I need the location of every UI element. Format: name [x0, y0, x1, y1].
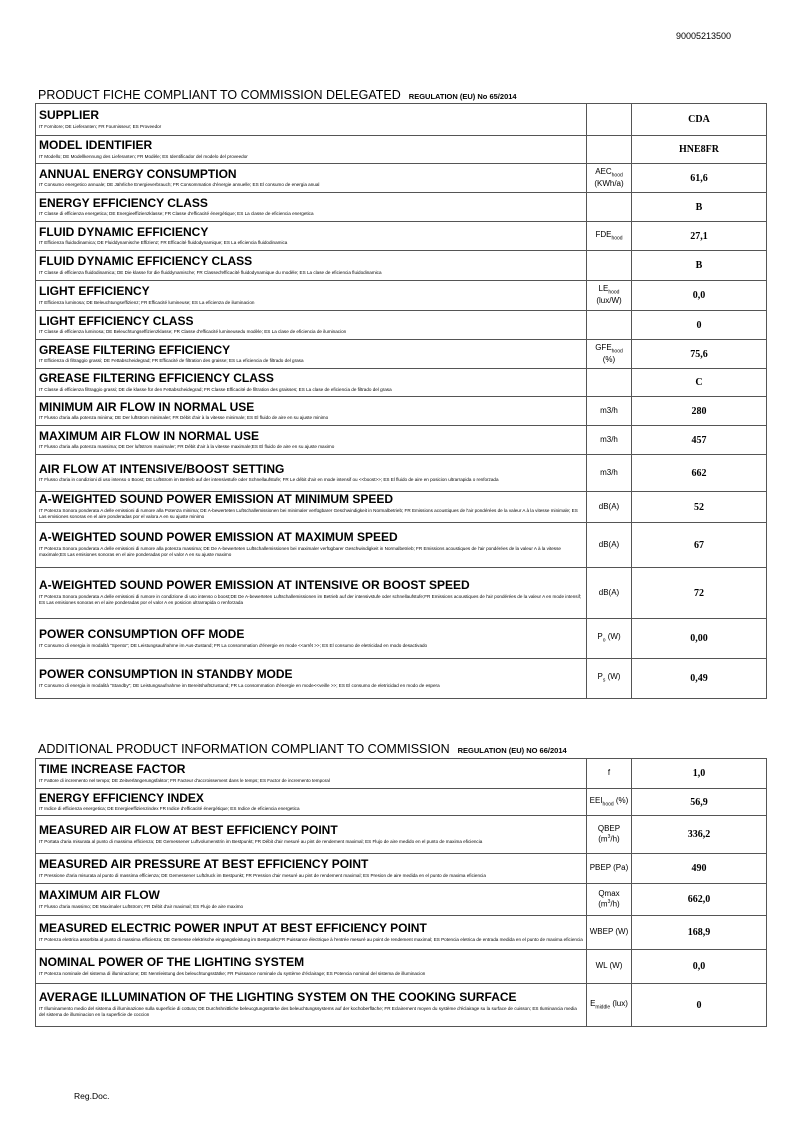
row-subtitle-translations: IT Flusso d'aria alla potenza minima; DE Der luftstrom minimaler; FR Débit d'air à la vitesse minimale; ES El fluido de aire en su ajuste minimo: [39, 415, 329, 421]
footer-reg-doc: Reg.Doc.: [74, 1091, 110, 1101]
row-value: 0,00: [632, 619, 767, 659]
row-subtitle-translations: IT Classe di efficienza fluidodinamica; DE Die klasse für die fluiddynamische; FR Classed'efficacité fluidodynamique du modèle; ES La clase de eficiencia fluidodinamica: [39, 269, 382, 275]
unit-tail: (%): [613, 795, 629, 805]
row-unit: [587, 950, 632, 984]
table-row: [36, 984, 767, 1027]
unit-line2: (m: [598, 899, 608, 909]
unit-symbol: AEC: [595, 166, 612, 176]
unit-symbol: GFE: [595, 342, 612, 352]
unit-symbol: Qmax: [598, 888, 620, 898]
row-subtitle-translations: IT Fornitore; DE Lieferanten; FR Fournisseur; ES Proveedor: [39, 123, 162, 129]
row-subtitle-translations: IT Classe di efficienza filtraggio grassi; DE die klasse für den Fettabscheidegrad; FR Classe Efficacité de filtration des graisses; ES La clase de eficiencia de filtrado del grasa: [39, 386, 392, 392]
section1-regulation: REGULATION (EU) No 65/2014: [408, 92, 517, 101]
unit-subscript: hood: [608, 289, 620, 296]
row-label: [36, 854, 587, 884]
row-title: A-WEIGHTED SOUND POWER EMISSION AT MAXIMUM SPEED: [39, 530, 398, 545]
row-title: MAXIMUM AIR FLOW: [39, 888, 160, 902]
row-title: ENERGY EFFICIENCY INDEX: [39, 790, 204, 805]
row-label: [36, 759, 587, 789]
table-row: [36, 659, 767, 699]
row-label: [36, 950, 587, 984]
section2-heading: [38, 742, 567, 756]
row-title: LIGHT EFFICIENCY CLASS: [39, 313, 194, 328]
row-subtitle-translations: IT Consumo energetico annuale; DE Jährliche Energieverbrauch; FR Consommation d'énergie annuelle; ES El consumo de energia anual: [39, 182, 320, 188]
table-row: [36, 950, 767, 984]
row-value: 280: [632, 397, 767, 426]
row-title: A-WEIGHTED SOUND POWER EMISSION AT INTENSIVE OR BOOST SPEED: [39, 578, 470, 593]
row-unit: [587, 369, 632, 397]
row-unit: [587, 659, 632, 699]
row-value: 56,9: [632, 789, 767, 816]
table-row: [36, 104, 767, 136]
row-value: 0: [632, 984, 767, 1027]
row-label: [36, 619, 587, 659]
table-row: [36, 816, 767, 854]
row-title: MEASURED AIR PRESSURE AT BEST EFFICIENCY POINT: [39, 857, 369, 871]
section1-heading: [38, 88, 517, 102]
row-subtitle-translations: IT Classe di efficienza luminosa; DE Beleuchtungseffizienzklasse; FR Classe d'efficacité lumineusedu modèle; ES La clase de eficiencia de iluminacion: [39, 329, 347, 335]
row-unit: [587, 854, 632, 884]
row-title: ENERGY EFFICIENCY CLASS: [39, 195, 208, 210]
row-value: 52: [632, 492, 767, 523]
unit-subscript: s: [602, 678, 606, 685]
unit-tail: (W): [605, 672, 621, 682]
table-row: [36, 854, 767, 884]
unit-symbol: f: [607, 768, 611, 778]
unit-line2: (%): [602, 354, 616, 364]
row-value: 75,6: [632, 340, 767, 369]
row-unit: [587, 619, 632, 659]
row-unit: [587, 984, 632, 1027]
row-label: [36, 816, 587, 854]
row-unit: [587, 164, 632, 193]
table-row: [36, 281, 767, 311]
row-unit: [587, 759, 632, 789]
row-label: [36, 884, 587, 916]
row-label: [36, 193, 587, 222]
additional-info-table: [35, 758, 767, 1027]
unit-tail: (lux): [610, 998, 628, 1008]
row-title: MODEL IDENTIFIER: [39, 138, 153, 152]
unit-tail: (W): [605, 632, 621, 642]
row-label: [36, 369, 587, 397]
table-row: [36, 193, 767, 222]
row-subtitle-translations: IT Potenza Sonora ponderata A delle emissioni di rumore alla potenza massima; DE De A-bewerteten Luftschallemissionen bei maximaler verfügbarer Geschwindigkeit in Normalbetrieb; FR Emissions acoustiques de l'air pondérées de la valeur A à la vitesse maximale;ES Las emisiones sonoras en el aire ponderadas por el valor A en su ajuste maximo: [39, 546, 561, 558]
unit-line2: (m: [598, 834, 608, 844]
row-label: [36, 340, 587, 369]
row-title: FLUID DYNAMIC EFFICIENCY CLASS: [39, 254, 253, 268]
unit-symbol: P: [597, 672, 603, 682]
row-subtitle-translations: IT Modello; DE Modellkennung des Lieferanten; FR Modèle; ES Identificador del modelo del proveedor: [39, 153, 248, 159]
row-value: 490: [632, 854, 767, 884]
unit-symbol: FDE: [595, 229, 612, 239]
unit-symbol: m3/h: [600, 467, 618, 477]
row-value: 0,0: [632, 281, 767, 311]
row-title: FLUID DYNAMIC EFFICIENCY: [39, 224, 209, 239]
row-unit: [587, 281, 632, 311]
row-label: [36, 426, 587, 455]
table-row: [36, 916, 767, 950]
row-unit: [587, 222, 632, 251]
table-row: [36, 523, 767, 568]
row-unit: [587, 523, 632, 568]
row-value: 27,1: [632, 222, 767, 251]
row-subtitle-translations: IT Potenza nominale del sistema di illuminazione; DE Nennleistung des beleuchtungsstätke; FR Puissance nominale du système d'éclairage; ES Potencia nominal del sistema de illuminacion: [39, 970, 426, 976]
unit-symbol: m3/h: [600, 434, 618, 444]
table-row: [36, 397, 767, 426]
row-unit: [587, 455, 632, 492]
row-title: MEASURED AIR FLOW AT BEST EFFICIENCY POINT: [39, 823, 338, 837]
unit-superscript: 3: [607, 899, 611, 906]
row-subtitle-translations: IT Potenza Sonora ponderata A delle emissioni di rumore alla Potenza minima; DE A-bewerteten Luftschallemissionen bei minimaler verfügbarer Geschwindigkeit in Normalbetrieb; FR Emissions acoustiques de l'air pondérées de la valeur A à la vitesse minimale; ES Las emisiones sonoras en el aire ponderadas por el valora A en su ajuste minimo: [39, 508, 578, 520]
row-title: MAXIMUM AIR FLOW IN NORMAL USE: [39, 428, 259, 443]
row-unit: [587, 251, 632, 281]
table-row: [36, 455, 767, 492]
table-row: [36, 759, 767, 789]
row-label: [36, 311, 587, 340]
row-label: [36, 568, 587, 619]
row-title: ANNUAL ENERGY CONSUMPTION: [39, 166, 237, 181]
row-subtitle-translations: IT Classe di efficienza energetica; DE Energieeffizienzklasse; FR Classe d'efficacité énergétique; ES La classe de eficiencia energetica: [39, 211, 314, 217]
table-row: [36, 369, 767, 397]
row-subtitle-translations: IT Flusso d'aria alla potenza massima; DE Der luftstrom maximaler; FR Débit d'air à la vitesse maximale;ES El fluido de aire en su ajuste maximo: [39, 444, 335, 450]
row-label: [36, 251, 587, 281]
table-row: [36, 311, 767, 340]
row-value: 61,6: [632, 164, 767, 193]
document-number: 90005213500: [676, 31, 732, 41]
unit-symbol: dB(A): [598, 587, 620, 597]
unit-subscript: middle: [595, 1004, 611, 1011]
unit-line2-tail: /h): [610, 899, 620, 909]
unit-symbol: P: [597, 632, 603, 642]
row-unit: [587, 311, 632, 340]
row-unit: [587, 426, 632, 455]
row-unit: [587, 916, 632, 950]
row-unit: [587, 104, 632, 136]
row-unit: [587, 884, 632, 916]
row-unit: [587, 492, 632, 523]
unit-superscript: 3: [607, 834, 611, 841]
row-value: 168,9: [632, 916, 767, 950]
row-label: [36, 104, 587, 136]
unit-symbol: m3/h: [600, 405, 618, 415]
row-subtitle-translations: IT Consumo di energia in modalità "Standby"; DE Leistungsaufnahme im Bereitshaftszustand; FR La consommation d'énergie en mode<<veille >>; ES El consumo de eletricidad en modo de espera: [39, 682, 440, 688]
table-row: [36, 568, 767, 619]
row-label: [36, 523, 587, 568]
unit-symbol: dB(A): [598, 539, 620, 549]
unit-subscript: hood: [611, 348, 623, 355]
row-value: 67: [632, 523, 767, 568]
row-label: [36, 659, 587, 699]
table-row: [36, 426, 767, 455]
row-subtitle-translations: IT Indice di efficienza energetica; DE Energieeffizienzindex FR Indice d'efficacité énergétique; ES Indice de eficiencia energetica: [39, 806, 300, 812]
row-title: SUPPLIER: [39, 108, 100, 122]
row-unit: [587, 340, 632, 369]
row-subtitle-translations: IT Fattore di incremento nel tempo; DE Zeitverlängerungsfaktor; FR Facteur d'accroissement dans le temps; ES Factor de incremento temporal: [39, 777, 330, 783]
unit-subscript: hood: [602, 801, 614, 808]
row-subtitle-translations: IT Flusso d'aria in condizioni di uso intenso o Boost; DE Luftstrom im Betrieb auf der intensivstufe oder Schnellaufstufe; FR Le débit d'air en mode intensif ou <<boost>>; ES El fluido de aire en posicion ultrarrapida o renforzada: [39, 477, 499, 483]
table-row: [36, 619, 767, 659]
row-title: A-WEIGHTED SOUND POWER EMISSION AT MINIMUM SPEED: [39, 492, 394, 507]
section2-regulation: REGULATION (EU) NO 66/2014: [457, 746, 567, 755]
table-row: [36, 164, 767, 193]
row-value: 662: [632, 455, 767, 492]
row-subtitle-translations: IT Consumo di energia in modalità "Spento"; DE Leistungsaufnahme im Aus-Zustand; FR La consommation d'énergie en mode <<arrêt >>; ES El consumo de eletricidad en modo desactivado: [39, 642, 428, 648]
row-value: 457: [632, 426, 767, 455]
row-title: AIR FLOW AT INTENSIVE/BOOST SETTING: [39, 461, 285, 476]
row-subtitle-translations: IT Potenza elettrica assorbita al punto di massima efficienza; DE Gemesse elektrische eingangsleistung im Bestpunkt;FR Puissance électrique à l'entrée mesuré au point de rendement maximal; ES Potencia eletrica de entrada medida en el punto de maxima eficiencia: [39, 936, 583, 942]
row-title: NOMINAL POWER OF THE LIGHTING SYSTEM: [39, 955, 305, 969]
unit-line2: (lux/W): [596, 296, 622, 306]
row-subtitle-translations: IT Pressione d'aria misurata al punto di massima efficienza; DE Gemessener Luftdruck im Bestpunkt; FR Pression d'air mesuré au pint de rendement maximal; ES Presion de aire medida en el punto de maxima eficiencia: [39, 872, 486, 878]
row-value: HNE8FR: [632, 136, 767, 164]
row-subtitle-translations: IT Portata d'aria misurata al punto di massima efficienza; DE Gemessener Luftvolumenstrin im Bestpunkt; FR Débit d'air mesuré au pint de rendement maximal; ES Flujo de aire medido en el punto de maxima eficiencia: [39, 838, 483, 844]
row-title: MEASURED ELECTRIC POWER INPUT AT BEST EFFICIENCY POINT: [39, 921, 427, 935]
row-value: B: [632, 193, 767, 222]
row-title: GREASE FILTERING EFFICIENCY CLASS: [39, 371, 274, 385]
row-title: LIGHT EFFICIENCY: [39, 284, 150, 298]
unit-symbol: EEI: [589, 795, 603, 805]
row-subtitle-translations: IT Potenza Sonora ponderata A delle emissioni di rumore in condizione di uso intenso o boost;DE De A-bewerteten Luftschallemissionen im Betrieb auf der intensivstufe oder schnellaufstufe;FR Emissions acoustiques de l'air pondérées de la valeur A en mode intensif; ES Las emisiones sonoras en el aire ponderadas por el valor A en posicion ultrarrapida o renforzada: [39, 594, 582, 606]
row-value: 336,2: [632, 816, 767, 854]
row-title: POWER CONSUMPTION OFF MODE: [39, 627, 245, 641]
table-row: [36, 492, 767, 523]
unit-symbol: LE: [598, 284, 609, 294]
unit-subscript: hood: [611, 172, 623, 179]
row-value: 1,0: [632, 759, 767, 789]
unit-symbol: E: [590, 998, 596, 1008]
row-value: C: [632, 369, 767, 397]
unit-symbol: WBEP (W): [589, 927, 629, 937]
unit-symbol: QBEP: [597, 823, 621, 833]
row-value: 0,0: [632, 950, 767, 984]
table-row: [36, 884, 767, 916]
table-row: [36, 136, 767, 164]
section2-title: ADDITIONAL PRODUCT INFORMATION COMPLIANT TO COMMISSION: [38, 742, 450, 756]
row-title: TIME INCREASE FACTOR: [39, 762, 186, 776]
section1-title: PRODUCT FICHE COMPLIANT TO COMMISSION DELEGATED: [38, 88, 401, 102]
row-unit: [587, 789, 632, 816]
unit-line2-tail: /h): [610, 834, 620, 844]
row-label: [36, 397, 587, 426]
row-subtitle-translations: IT Flusso d'aria massimo; DE Maximaler Luftstrom; FR Débit d'air maximal; ES Flujo de aire maximo: [39, 903, 244, 909]
row-value: 72: [632, 568, 767, 619]
row-unit: [587, 397, 632, 426]
row-subtitle-translations: IT Efficienza luminosa; DE Beleuchtungseffizienz; FR Efficacité lumineuse; ES La eficienza de iluminacion: [39, 299, 255, 305]
row-label: [36, 281, 587, 311]
row-label: [36, 455, 587, 492]
row-subtitle-translations: IT Efficienza fluidodinamica; DE Fluiddynamische Effizienz; FR Efficacité fluidodynamique; ES La eficiencia fluidodinamica: [39, 240, 288, 246]
unit-subscript: o: [602, 638, 606, 645]
row-unit: [587, 568, 632, 619]
table-row: [36, 340, 767, 369]
row-title: MINIMUM AIR FLOW IN NORMAL USE: [39, 399, 255, 414]
table-row: [36, 251, 767, 281]
row-label: [36, 222, 587, 251]
unit-symbol: WL (W): [595, 961, 623, 971]
product-fiche-table: [35, 103, 767, 699]
row-unit: [587, 136, 632, 164]
unit-symbol: dB(A): [598, 501, 620, 511]
row-unit: [587, 193, 632, 222]
row-title: GREASE FILTERING EFFICIENCY: [39, 342, 231, 357]
row-unit: [587, 816, 632, 854]
unit-subscript: hood: [611, 235, 623, 242]
row-value: B: [632, 251, 767, 281]
row-subtitle-translations: IT Illuminamento medio del sistema di illuminazione sulla superficie di cottura; DE Durchshnittliche beleucgtungsstärke des beleuchtungssystems auf der kochoberfläche; FR Eclairement moyen du système d'éclairage su la surface de cuisson; ES Iluminancia media del sistema de illuminacion en la superficie de coccion: [39, 1006, 577, 1018]
row-label: [36, 136, 587, 164]
row-value: CDA: [632, 104, 767, 136]
row-label: [36, 916, 587, 950]
row-value: 0,49: [632, 659, 767, 699]
table-row: [36, 789, 767, 816]
row-value: 662,0: [632, 884, 767, 916]
row-value: 0: [632, 311, 767, 340]
unit-line2: (KWh/a): [594, 178, 624, 188]
row-title: AVERAGE ILLUMINATION OF THE LIGHTING SYSTEM ON THE COOKING SURFACE: [39, 990, 517, 1005]
row-title: POWER CONSUMPTION IN STANDBY MODE: [39, 667, 293, 681]
row-subtitle-translations: IT Efficienza di filtraggio grassi; DE Fettabscheidegrad; FR Efficacité de filtration des graisse; ES La eficiencia de filtrado del grasa: [39, 358, 304, 364]
row-label: [36, 492, 587, 523]
table-row: [36, 222, 767, 251]
unit-symbol: PBEP (Pa): [589, 863, 629, 873]
row-label: [36, 984, 587, 1027]
row-label: [36, 789, 587, 816]
row-label: [36, 164, 587, 193]
